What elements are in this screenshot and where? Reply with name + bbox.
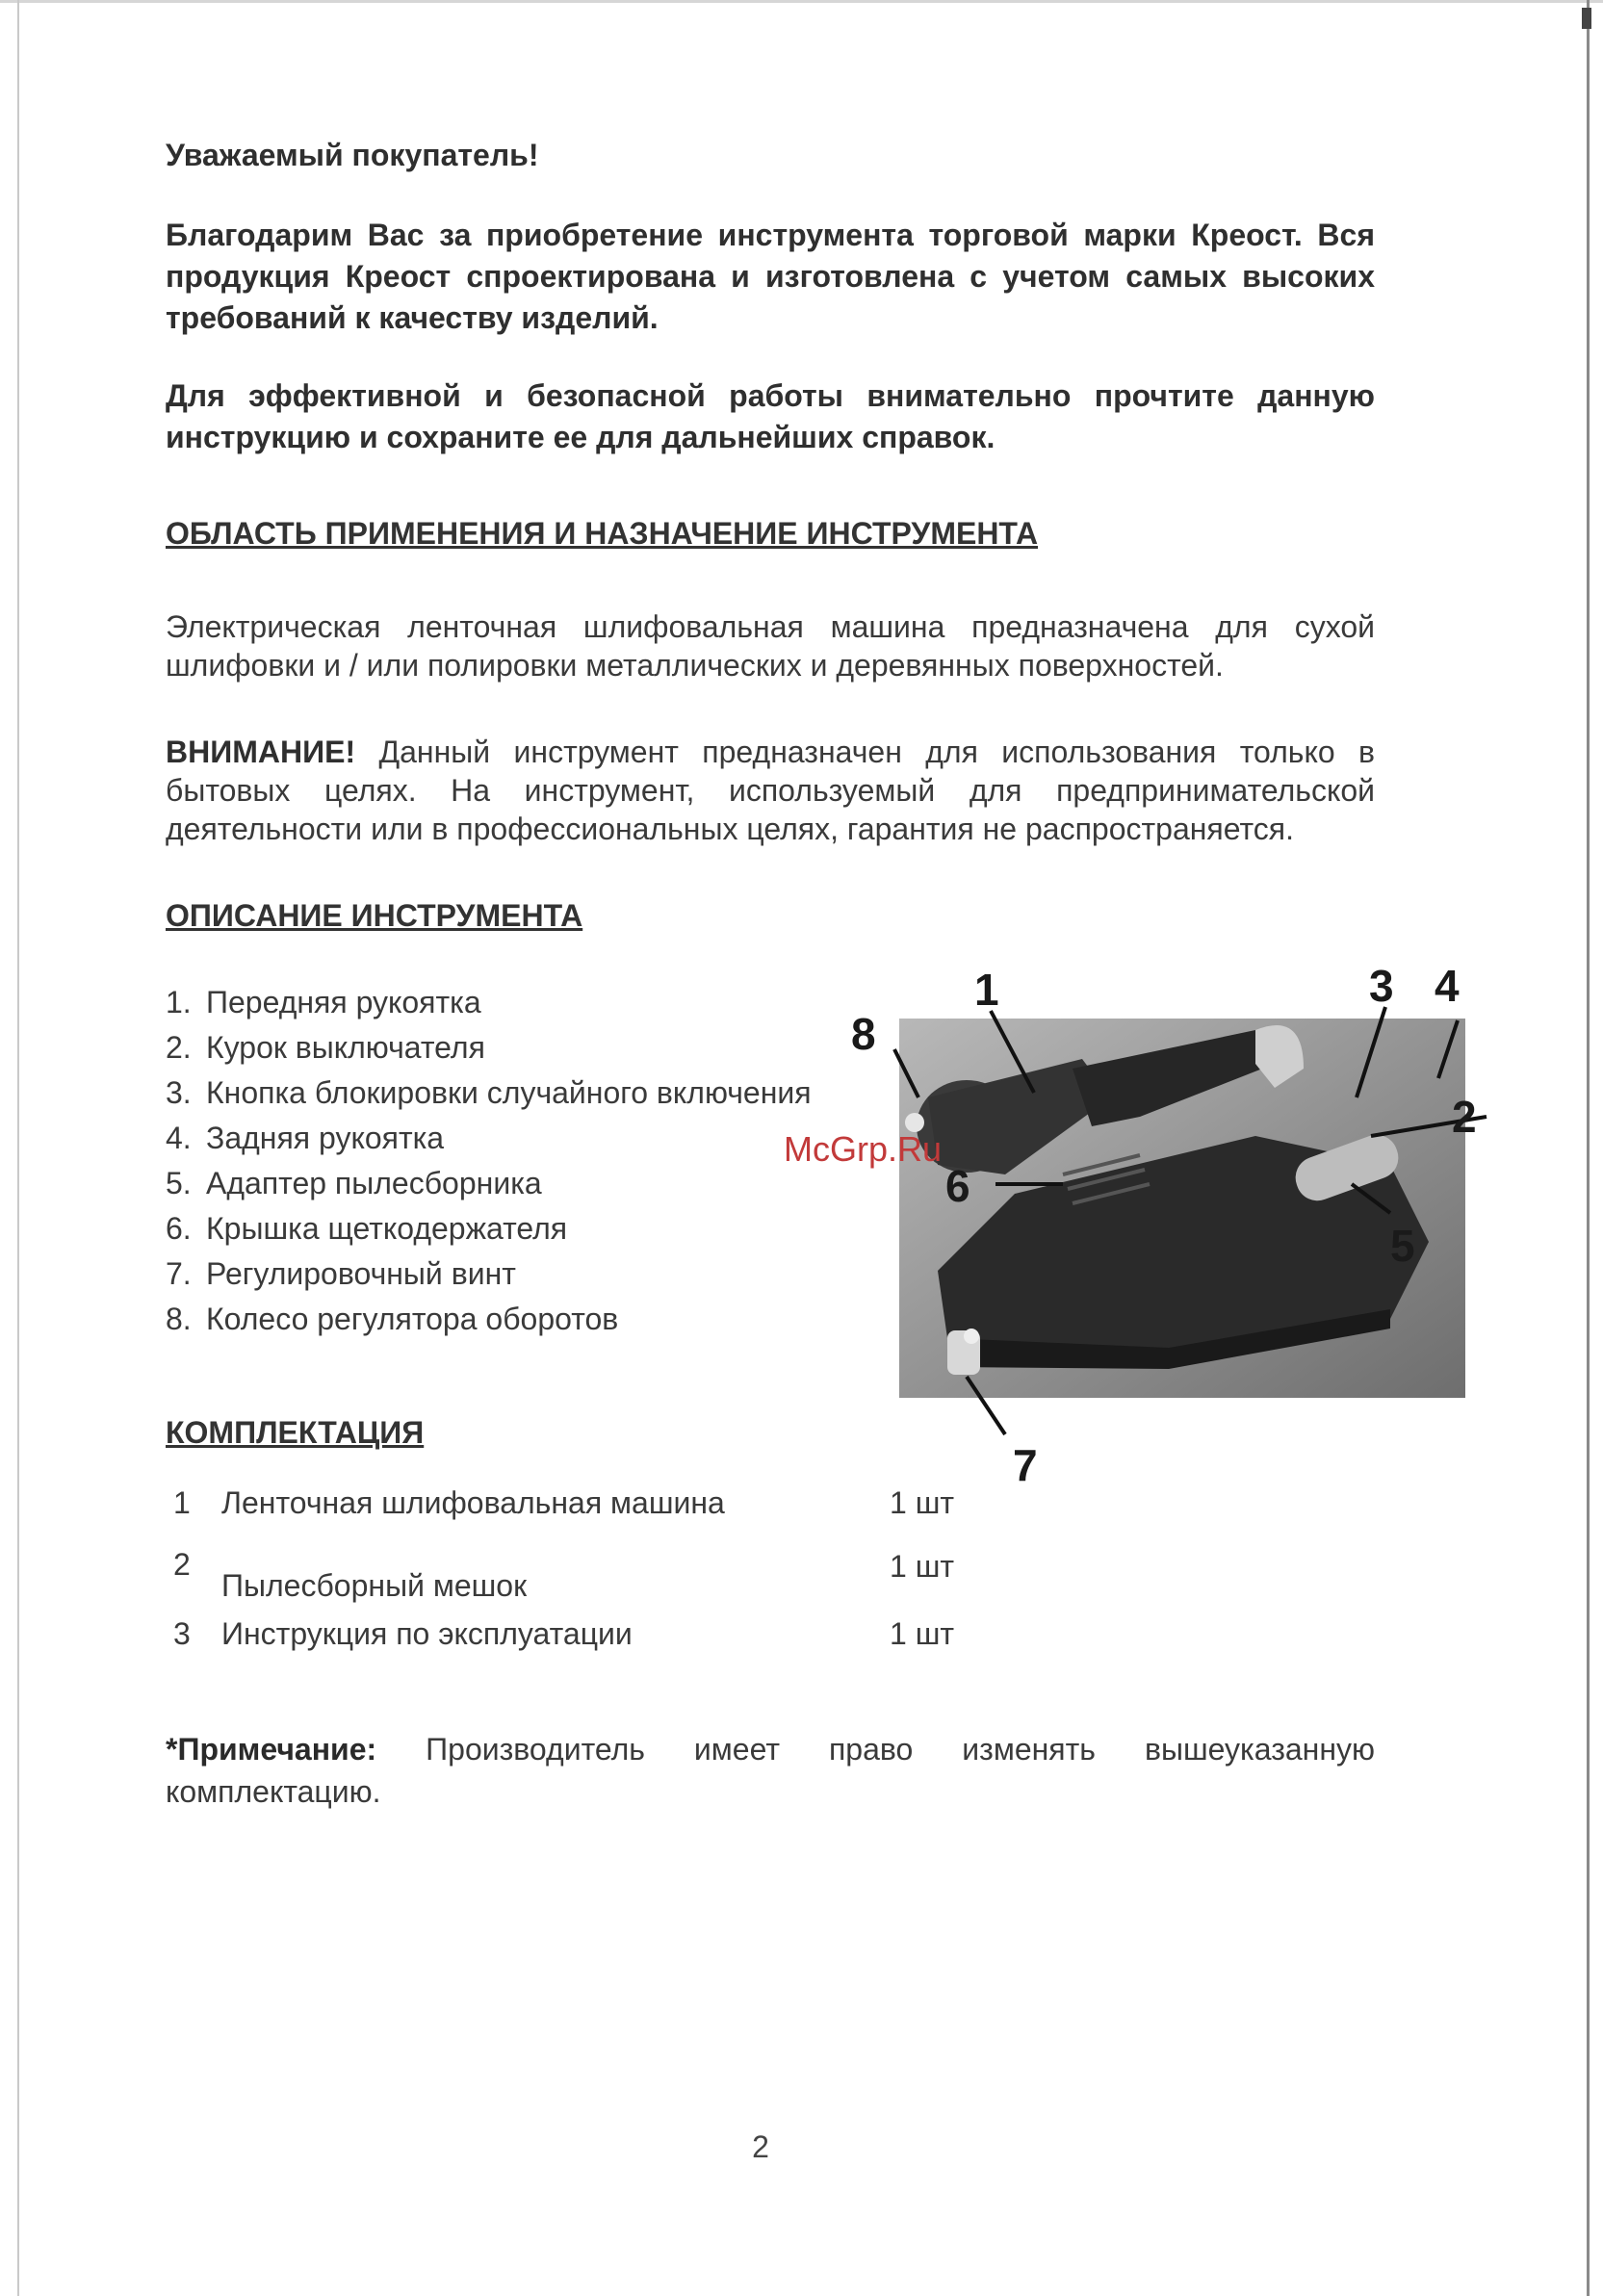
advice-paragraph: Для эффективной и безопасной работы внимательно прочтите данную инструкцию и сохраните ее для дальнейших справок. xyxy=(166,378,1375,454)
list-item-number: 7. xyxy=(166,1256,192,1291)
callout-4: 4 xyxy=(1435,961,1460,1011)
callout-1: 1 xyxy=(974,965,999,1015)
list-item xyxy=(166,1161,812,1206)
list-item-label: Кнопка блокировки случайного включения xyxy=(206,1075,812,1110)
heading-purpose: ОБЛАСТЬ ПРИМЕНЕНИЯ И НАЗНАЧЕНИЕ ИНСТРУМЕНТА xyxy=(166,516,1039,551)
list-item-number: 1. xyxy=(166,985,192,1019)
list-item-number: 4. xyxy=(166,1121,192,1155)
callout-5: 5 xyxy=(1390,1221,1415,1271)
callout-8: 8 xyxy=(851,1009,876,1059)
purpose-text: Электрическая ленточная шлифовальная машина предназначена для сухой шлифовки и / или полировки металлических и деревянных поверхностей. xyxy=(166,609,1375,683)
list-item-label: Передняя рукоятка xyxy=(206,985,481,1019)
description-block xyxy=(166,934,1477,1490)
list-item-label: Регулировочный винт xyxy=(206,1256,516,1291)
list-item-label: Колесо регулятора оборотов xyxy=(206,1302,619,1336)
note-label: *Примечание: xyxy=(166,1732,377,1767)
callout-3: 3 xyxy=(1369,961,1394,1011)
greeting: Уважаемый покупатель! xyxy=(166,138,539,172)
scan-edge-mark xyxy=(1582,8,1591,29)
list-item-number: 5. xyxy=(166,1166,192,1200)
adjust-screw xyxy=(964,1329,979,1344)
list-item-label: Крышка щеткодержателя xyxy=(206,1211,568,1246)
kit-row-name: Пылесборный мешок xyxy=(221,1568,528,1603)
callout-7: 7 xyxy=(1013,1440,1038,1490)
scan-edge-top xyxy=(0,0,1603,3)
callout-6: 6 xyxy=(945,1161,970,1211)
warning-paragraph xyxy=(166,733,1375,848)
thanks-paragraph: Благодарим Вас за приобретение инструмента торговой марки Креост. Вся продукция Креост спроектирована и изготовлена с учетом самых высоких требований к качеству изделий. xyxy=(166,218,1375,335)
scan-edge-left xyxy=(17,0,19,2296)
list-item xyxy=(166,1071,812,1116)
list-item-label: Адаптер пылесборника xyxy=(206,1166,542,1200)
kit-row-name: Инструкция по эксплуатации xyxy=(221,1616,633,1651)
kit-row-number: 1 xyxy=(173,1485,191,1520)
list-item xyxy=(166,1116,812,1161)
list-item-number: 8. xyxy=(166,1302,192,1336)
callout-2: 2 xyxy=(1452,1092,1477,1142)
kit-row-qty: 1 шт xyxy=(890,1549,955,1584)
list-item-label: Курок выключателя xyxy=(206,1030,485,1065)
list-item-number: 6. xyxy=(166,1211,192,1246)
heading-kit: КОМПЛЕКТАЦИЯ xyxy=(166,1415,425,1450)
kit-row-name: Ленточная шлифовальная машина xyxy=(221,1485,725,1520)
watermark: McGrp.Ru xyxy=(784,1129,943,1169)
list-item xyxy=(166,1297,812,1342)
list-item-number: 3. xyxy=(166,1075,192,1110)
list-item-number: 2. xyxy=(166,1030,192,1065)
list-item xyxy=(166,980,812,1025)
parts-list xyxy=(166,980,812,1342)
kit-row-number: 3 xyxy=(173,1616,191,1651)
list-item xyxy=(166,1025,812,1071)
scan-edge-right xyxy=(1587,0,1590,2296)
page-number: 2 xyxy=(752,2129,769,2164)
list-item xyxy=(166,1251,812,1297)
list-item-label: Задняя рукоятка xyxy=(206,1121,445,1155)
document-page xyxy=(166,135,1477,1844)
list-item xyxy=(166,1206,812,1251)
kit-row-number: 2 xyxy=(173,1547,191,1582)
warning-label: ВНИМАНИЕ! xyxy=(166,735,356,769)
heading-description: ОПИСАНИЕ ИНСТРУМЕНТА xyxy=(166,898,583,933)
kit-row-qty: 1 шт xyxy=(890,1616,955,1651)
note-paragraph xyxy=(166,1728,1375,1813)
warning-text: Данный инструмент предназначен для использования только в бытовых целях. На инструмент, используемый для предпринимательской деятельности или в профессиональных целях, гарантия не распространяется. xyxy=(166,735,1375,846)
belt-sander-figure xyxy=(784,953,1477,1490)
kit-row-qty: 1 шт xyxy=(890,1485,955,1520)
kit-table xyxy=(166,1485,1375,1678)
note-text: Производитель имеет право изменять вышеуказанную комплектацию. xyxy=(166,1732,1375,1809)
